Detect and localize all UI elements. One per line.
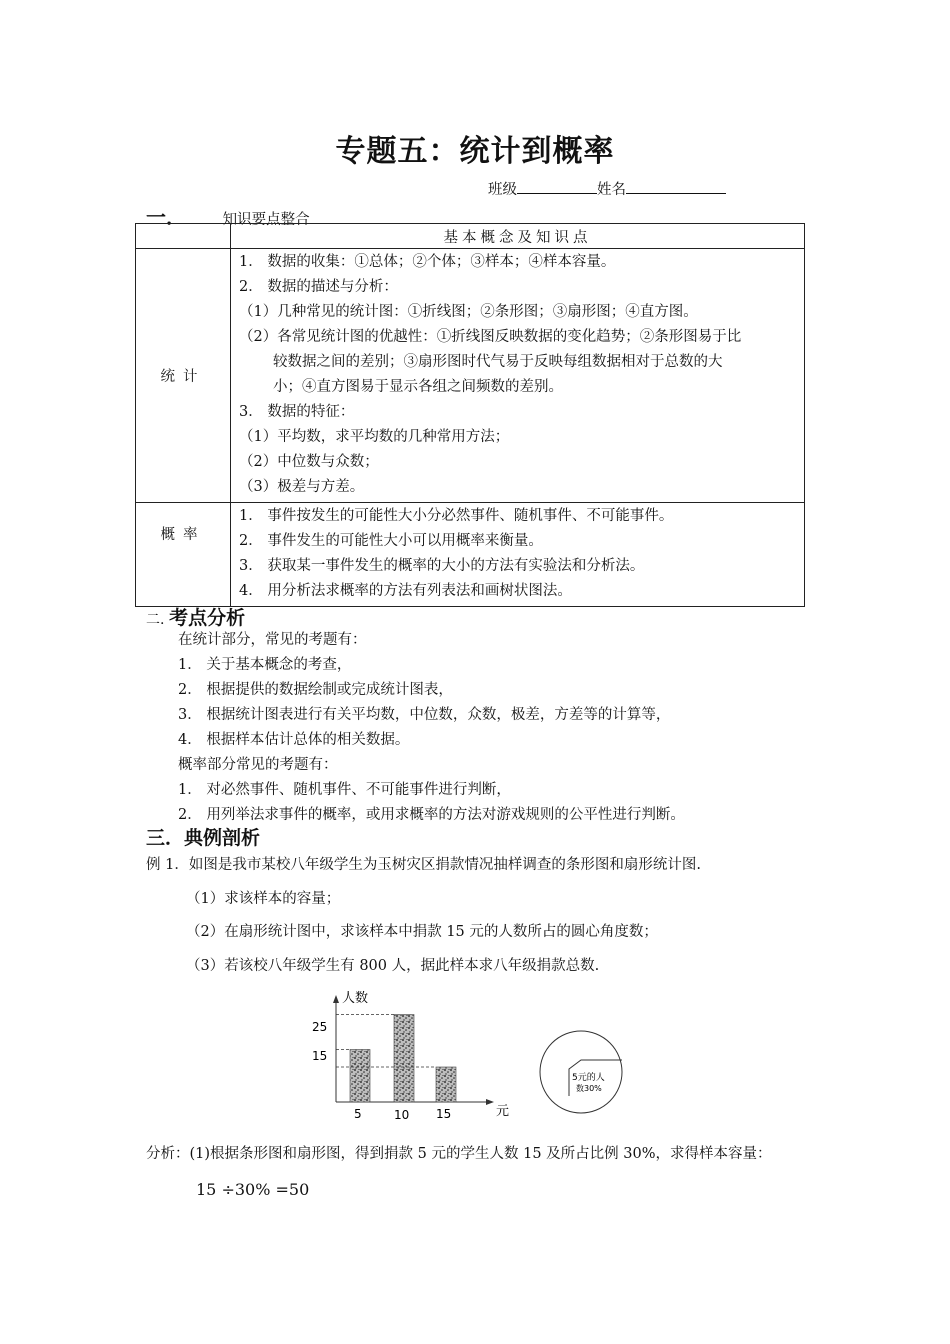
- bar-5: [350, 1050, 370, 1103]
- stats-line: （1）平均数，求平均数的几种常用方法；: [239, 429, 510, 445]
- prob-line: 1． 事件按发生的可能性大小分必然事件、随机事件、不可能事件。: [239, 508, 674, 524]
- analysis-text: 分析：(1)根据条形图和扇形图，得到捐款 5 元的学生人数 15 及所占比例 30%，求得样本容量：: [146, 1146, 772, 1162]
- name-label: 姓名: [597, 182, 626, 198]
- stats-line: （1）几种常见的统计图：①折线图；②条形图；③扇形图；④直方图。: [239, 304, 698, 320]
- class-label: 班级: [488, 182, 517, 198]
- x-axis-arrow: [486, 1099, 494, 1105]
- class-blank: [517, 179, 597, 194]
- analysis-formula: 15 ÷30% =50: [196, 1180, 310, 1199]
- stats-line: 3． 数据的特征：: [239, 404, 355, 420]
- prob-line: 3． 获取某一事件发生的概率的大小的方法有实验法和分析法。: [239, 558, 645, 574]
- prob-item: 2． 用列举法求事件的概率，或用求概率的方法对游戏规则的公平性进行判断。: [178, 807, 685, 823]
- exam-points-list: [178, 628, 685, 828]
- prob-line: 2． 事件发生的可能性大小可以用概率来衡量。: [239, 533, 543, 549]
- bar-15: [436, 1067, 456, 1102]
- stats-line: （2）中位数与众数；: [239, 454, 379, 470]
- section3-heading: 三．典例剖析: [146, 827, 261, 849]
- table-corner-cell: [136, 224, 231, 249]
- y-tick-25: 25: [312, 1020, 328, 1034]
- stats-item: 3． 根据统计图表进行有关平均数，中位数，众数，极差，方差等的计算等，: [178, 707, 671, 723]
- pie-label-line1: 5元的人: [572, 1073, 605, 1083]
- stats-line: 较数据之间的差别；③扇形图时代气易于反映每组数据相对于总数的大: [273, 354, 723, 370]
- stats-line: （3）极差与方差。: [239, 479, 365, 495]
- y-tick-15: 15: [312, 1049, 328, 1063]
- bars-layer: [350, 1015, 456, 1103]
- prob-intro: 概率部分常见的考题有：: [178, 757, 338, 773]
- section2-title: 考点分析: [169, 607, 246, 629]
- page-title: 专题五：统计到概率: [335, 134, 615, 169]
- pie-circle: [540, 1031, 622, 1113]
- x-tick-10: 10: [394, 1108, 410, 1122]
- question-3: （3）若该校八年级学生有 800 人，据此样本求八年级捐款总数.: [186, 958, 600, 974]
- pie-chart: [536, 988, 626, 1123]
- stats-intro: 在统计部分，常见的考题有：: [178, 632, 367, 648]
- stats-line: 2． 数据的描述与分析：: [239, 279, 398, 295]
- class-name-line: [488, 178, 726, 199]
- stats-item: 4． 根据样本估计总体的相关数据。: [178, 732, 410, 748]
- stats-line: （2）各常见统计图的优越性：①折线图反映数据的变化趋势；②条形图易于比: [239, 329, 742, 345]
- prob-label: 概率: [136, 503, 231, 607]
- section2-heading: [146, 603, 245, 630]
- prob-item: 1． 对必然事件、随机事件、不可能事件进行判断，: [178, 782, 511, 798]
- x-axis-label: 元: [496, 1104, 510, 1119]
- knowledge-table: [135, 223, 805, 607]
- stats-line: 小；④直方图易于显示各组之间频数的差别。: [273, 379, 563, 395]
- table-header: 基本概念及知识点: [231, 224, 805, 249]
- stats-item: 1． 关于基本概念的考查，: [178, 657, 352, 673]
- stats-label: 统计: [136, 249, 231, 503]
- question-2: （2）在扇形统计图中，求该样本中捐款 15 元的人数所占的圆心角度数；: [186, 924, 658, 940]
- name-blank: [626, 179, 726, 194]
- section1-title: 知识要点整合: [222, 212, 310, 228]
- stats-item: 2． 根据提供的数据绘制或完成统计图表，: [178, 682, 453, 698]
- stats-content: [231, 249, 805, 503]
- prob-line: 4． 用分析法求概率的方法有列表法和画树状图法。: [239, 583, 572, 599]
- bar-chart: [300, 985, 540, 1130]
- x-tick-5: 5: [354, 1107, 362, 1121]
- example-stem: 例 1．如图是我市某校八年级学生为玉树灾区捐款情况抽样调查的条形图和扇形统计图.: [146, 857, 701, 873]
- x-tick-15: 15: [436, 1107, 452, 1121]
- y-axis-arrow: [333, 995, 339, 1003]
- pie-label-line2: 数30%: [576, 1084, 602, 1093]
- question-1: （1）求该样本的容量；: [186, 891, 341, 907]
- prob-content: [231, 503, 805, 607]
- bar-10: [394, 1015, 414, 1103]
- y-axis-label: 人数: [342, 991, 369, 1006]
- section1-number: 一．: [146, 205, 186, 229]
- section2-number: 二.: [146, 612, 165, 628]
- stats-line: 1． 数据的收集：①总体；②个体；③样本；④样本容量。: [239, 254, 616, 270]
